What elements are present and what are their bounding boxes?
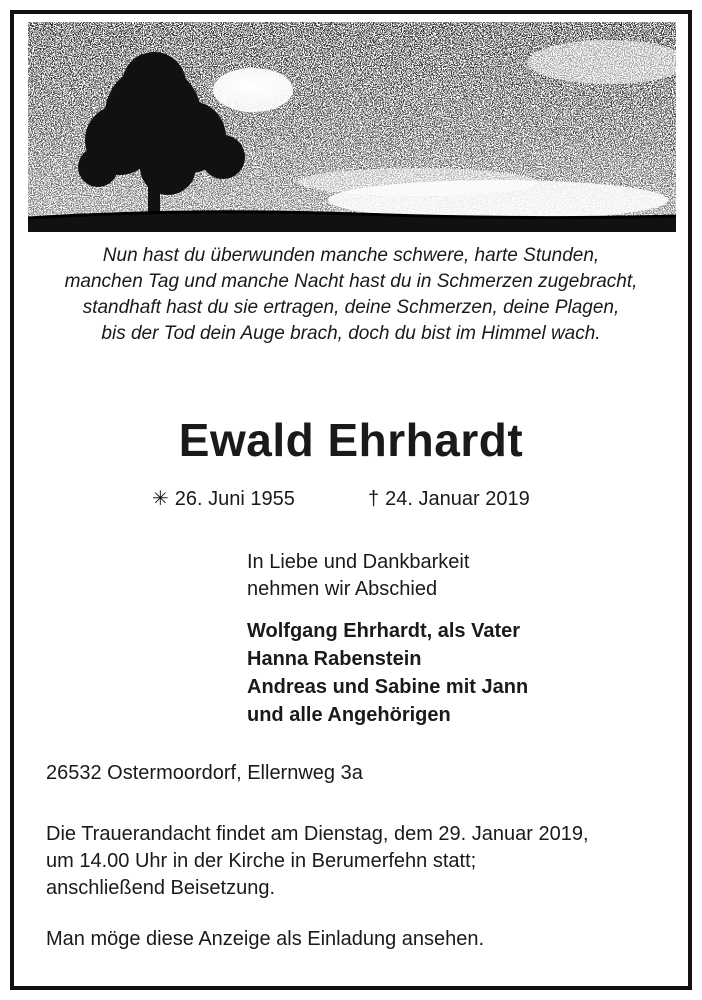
death-date-text: 24. Januar 2019 <box>385 488 530 510</box>
mourner-item: Wolfgang Ehrhardt, als Vater <box>247 620 521 642</box>
verse-line: bis der Tod dein Auge brach, doch du bist im Himmel wach. <box>101 323 601 344</box>
mourner-item: Andreas und Sabine mit Jann <box>247 676 529 698</box>
service-line: Die Trauerandacht findet am Dienstag, dem 29. Januar 2019, <box>46 823 589 845</box>
deceased-name: Ewald Ehrhardt <box>178 414 524 466</box>
death-date <box>368 486 530 512</box>
verse-line: Nun hast du überwunden manche schwere, harte Stunden, <box>102 245 600 266</box>
mourner-item: Hanna Rabenstein <box>247 648 422 670</box>
verse-line: standhaft hast du sie ertragen, deine Schmerzen, deine Plagen, <box>82 297 620 318</box>
invitation-note: Man möge diese Anzeige als Einladung ansehen. <box>46 928 485 950</box>
birth-date-text: 26. Juni 1955 <box>174 488 295 510</box>
farewell-text <box>247 549 469 603</box>
death-cross-icon: † <box>368 488 380 510</box>
family-address: 26532 Ostermoordorf, Ellernweg 3a <box>46 762 363 784</box>
memorial-verse <box>20 243 682 347</box>
tree-landscape-image <box>28 22 676 232</box>
mourner-item: und alle Angehörigen <box>247 704 451 726</box>
mourners-list <box>247 617 528 729</box>
service-line: anschließend Beisetzung. <box>46 877 276 899</box>
service-line: um 14.00 Uhr in der Kirche in Berumerfehn statt; <box>46 850 477 872</box>
birth-date <box>152 486 295 512</box>
farewell-line: In Liebe und Dankbarkeit <box>247 551 470 573</box>
birth-star-icon: ✳ <box>152 488 169 510</box>
service-info <box>46 821 589 902</box>
farewell-line: nehmen wir Abschied <box>247 578 438 600</box>
verse-line: manchen Tag und manche Nacht hast du in Schmerzen zugebracht, <box>64 271 638 292</box>
